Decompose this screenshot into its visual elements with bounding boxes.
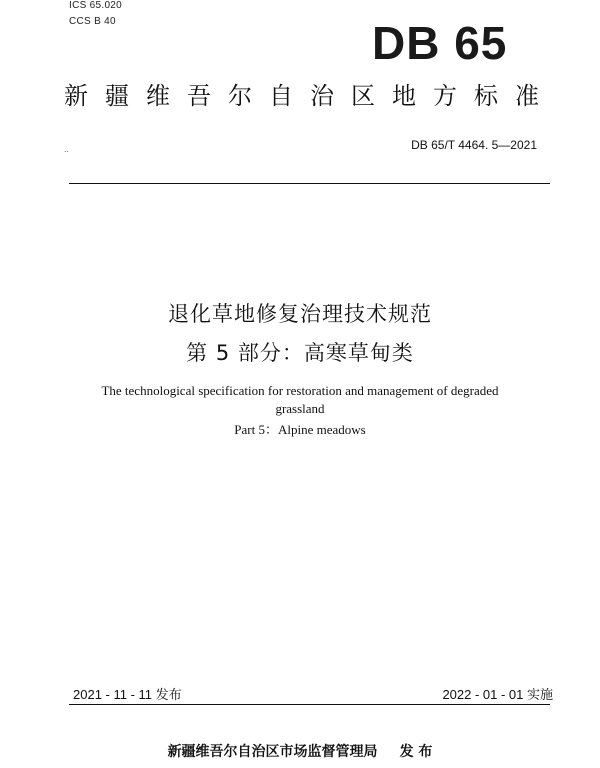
issuer-name: 新疆维吾尔自治区市场监督管理局 (167, 744, 378, 760)
implementation-date: 2022 - 01 - 01 实施 (442, 687, 553, 702)
english-title-line-2: grassland (275, 401, 325, 416)
standard-number: DB 65/T 4464. 5—2021 (411, 138, 537, 152)
english-title-line-3: Part 5：Alpine meadows (234, 422, 366, 437)
issue-word: 发 布 (399, 744, 433, 760)
chinese-title-line-2: 第 5 部分：高寒草甸类 (186, 341, 414, 365)
issuer-line (0, 741, 600, 761)
ics-code: ICS 65.020 (69, 0, 123, 11)
top-divider (69, 183, 550, 184)
scan-mark: .. (64, 145, 70, 154)
db65-logo: DB 65 (372, 17, 508, 69)
ccs-code: CCS B 40 (69, 16, 116, 27)
issue-date: 2021 - 11 - 11 发布 (73, 687, 182, 702)
english-title-line-1: The technological specification for restoration and management of degraded (101, 383, 499, 398)
bottom-divider (69, 704, 550, 705)
standard-type-heading: 新疆维吾尔自治区地方标准 (64, 82, 556, 110)
chinese-title-line-1: 退化草地修复治理技术规范 (168, 302, 432, 326)
